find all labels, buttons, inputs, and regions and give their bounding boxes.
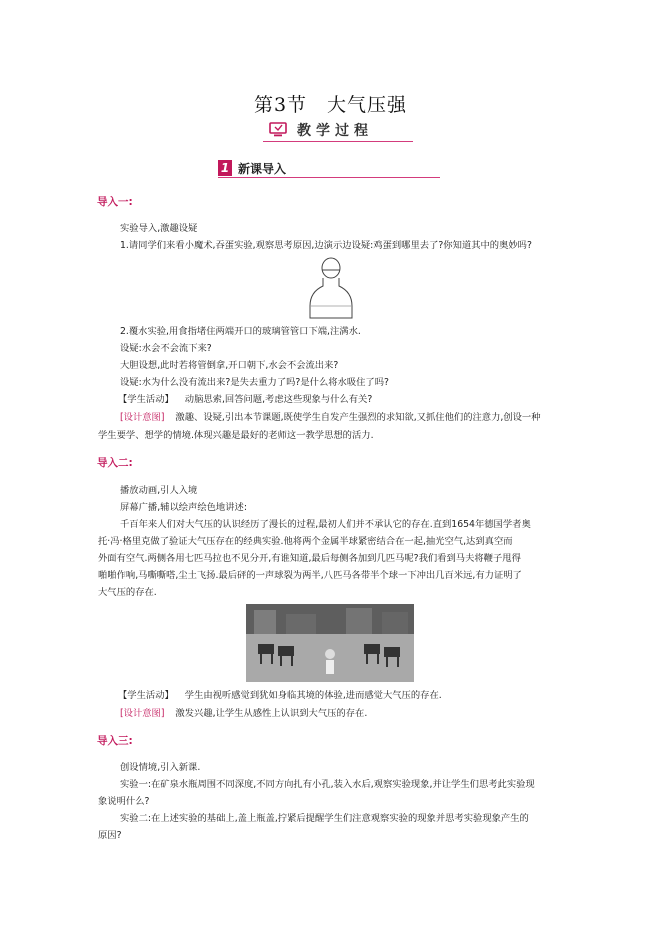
- activity-tag: 【学生活动】: [118, 394, 174, 405]
- banner-label: 教学过程: [297, 123, 373, 139]
- intro1-line: 实验导入,激趣设疑: [120, 223, 198, 234]
- intro2-header: 导入二:: [97, 457, 133, 469]
- intro3-line: 象说明什么?: [98, 796, 150, 807]
- intro2-line: 屏幕广播,辅以绘声绘色地讲述:: [120, 502, 247, 513]
- magdeburg-hemispheres-photo: [246, 604, 414, 682]
- design-tag: [设计意图]: [120, 708, 165, 719]
- activity-text: 动脑思索,回答问题,考虑这些现象与什么有关?: [184, 394, 373, 405]
- intro1-design: [120, 411, 541, 424]
- intro3-line: 实验二:在上述实验的基础上,盖上瓶盖,拧紧后提醒学生们注意观察实验的现象并思考实验现象产生的: [120, 813, 529, 824]
- intro2-story: 大气压的存在.: [98, 587, 157, 598]
- design-text: 激趣、设疑,引出本节课题,既使学生自发产生强烈的求知欲,又抓住他们的注意力,创设一种: [175, 412, 541, 423]
- intro3-line: 创设情境,引入新课.: [120, 762, 201, 773]
- intro3-line: 原因?: [98, 830, 122, 841]
- design-text: 激发兴趣,让学生从感性上认识到大气压的存在.: [175, 708, 368, 719]
- intro2-activity: [118, 689, 442, 702]
- section-number: 1: [218, 160, 232, 176]
- intro2-story: 外面有空气.两侧各用七匹马拉也不见分开,有谁知道,最后每侧各加到几匹马呢?我们看到马夫将鞭子甩得: [98, 553, 521, 564]
- intro1-line: 2.覆水实验,用食指堵住两端开口的玻璃管管口下端,注满水.: [120, 326, 361, 337]
- intro1-line: 大胆设想,此时若将管倒拿,开口朝下,水会不会流出来?: [120, 360, 339, 371]
- page-title: 第3节 大气压强: [253, 94, 408, 116]
- intro1-line: 设疑:水会不会流下来?: [120, 343, 212, 354]
- intro2-design: [120, 707, 367, 720]
- intro1-line: 设疑:水为什么没有流出来?是失去重力了吗?是什么将水吸住了吗?: [120, 377, 389, 388]
- section-header: [218, 158, 440, 178]
- flask-egg-illustration: [306, 256, 356, 322]
- intro2-story: 托·冯·格里克做了验证大气压存在的经典实验.他将两个金属半球紧密结合在一起,抽光空气,达到真空而: [98, 536, 513, 547]
- section-banner: [263, 120, 413, 140]
- design-tag: [设计意图]: [120, 412, 165, 423]
- intro3-line: 实验一:在矿泉水瓶周围不同深度,不同方向扎有小孔,装入水后,观察实验现象,并让学生们思考此实验现: [120, 779, 535, 790]
- intro2-story: 啪啪作响,马嘶嘶嗒,尘土飞扬.最后砰的一声球裂为两半,八匹马各带半个球一下冲出几百米远,有力证明了: [98, 570, 522, 581]
- intro1-design-cont: 学生要学、想学的情境.体现兴趣是最好的老师这一教学思想的活力.: [98, 430, 374, 441]
- intro3-header: 导入三:: [97, 735, 133, 747]
- intro2-story: 千百年来人们对大气压的认识经历了漫长的过程,最初人们并不承认它的存在.直到1654年德国学者奥: [120, 519, 531, 530]
- section-label: 新课导入: [238, 162, 287, 176]
- intro1-activity: [118, 393, 372, 406]
- presentation-screen-icon: [269, 122, 287, 137]
- section-divider: [218, 177, 440, 178]
- banner-divider: [263, 141, 413, 142]
- intro2-line: 播放动画,引人入境: [120, 485, 198, 496]
- intro1-line: 1.请同学们来看小魔术,吞蛋实验,观察思考原因,边演示边设疑:鸡蛋到哪里去了?你知道其中的奥妙吗?: [120, 240, 532, 251]
- activity-text: 学生由视听感觉到犹如身临其境的体验,进而感觉大气压的存在.: [184, 690, 442, 701]
- intro1-header: 导入一:: [97, 196, 133, 208]
- activity-tag: 【学生活动】: [118, 690, 174, 701]
